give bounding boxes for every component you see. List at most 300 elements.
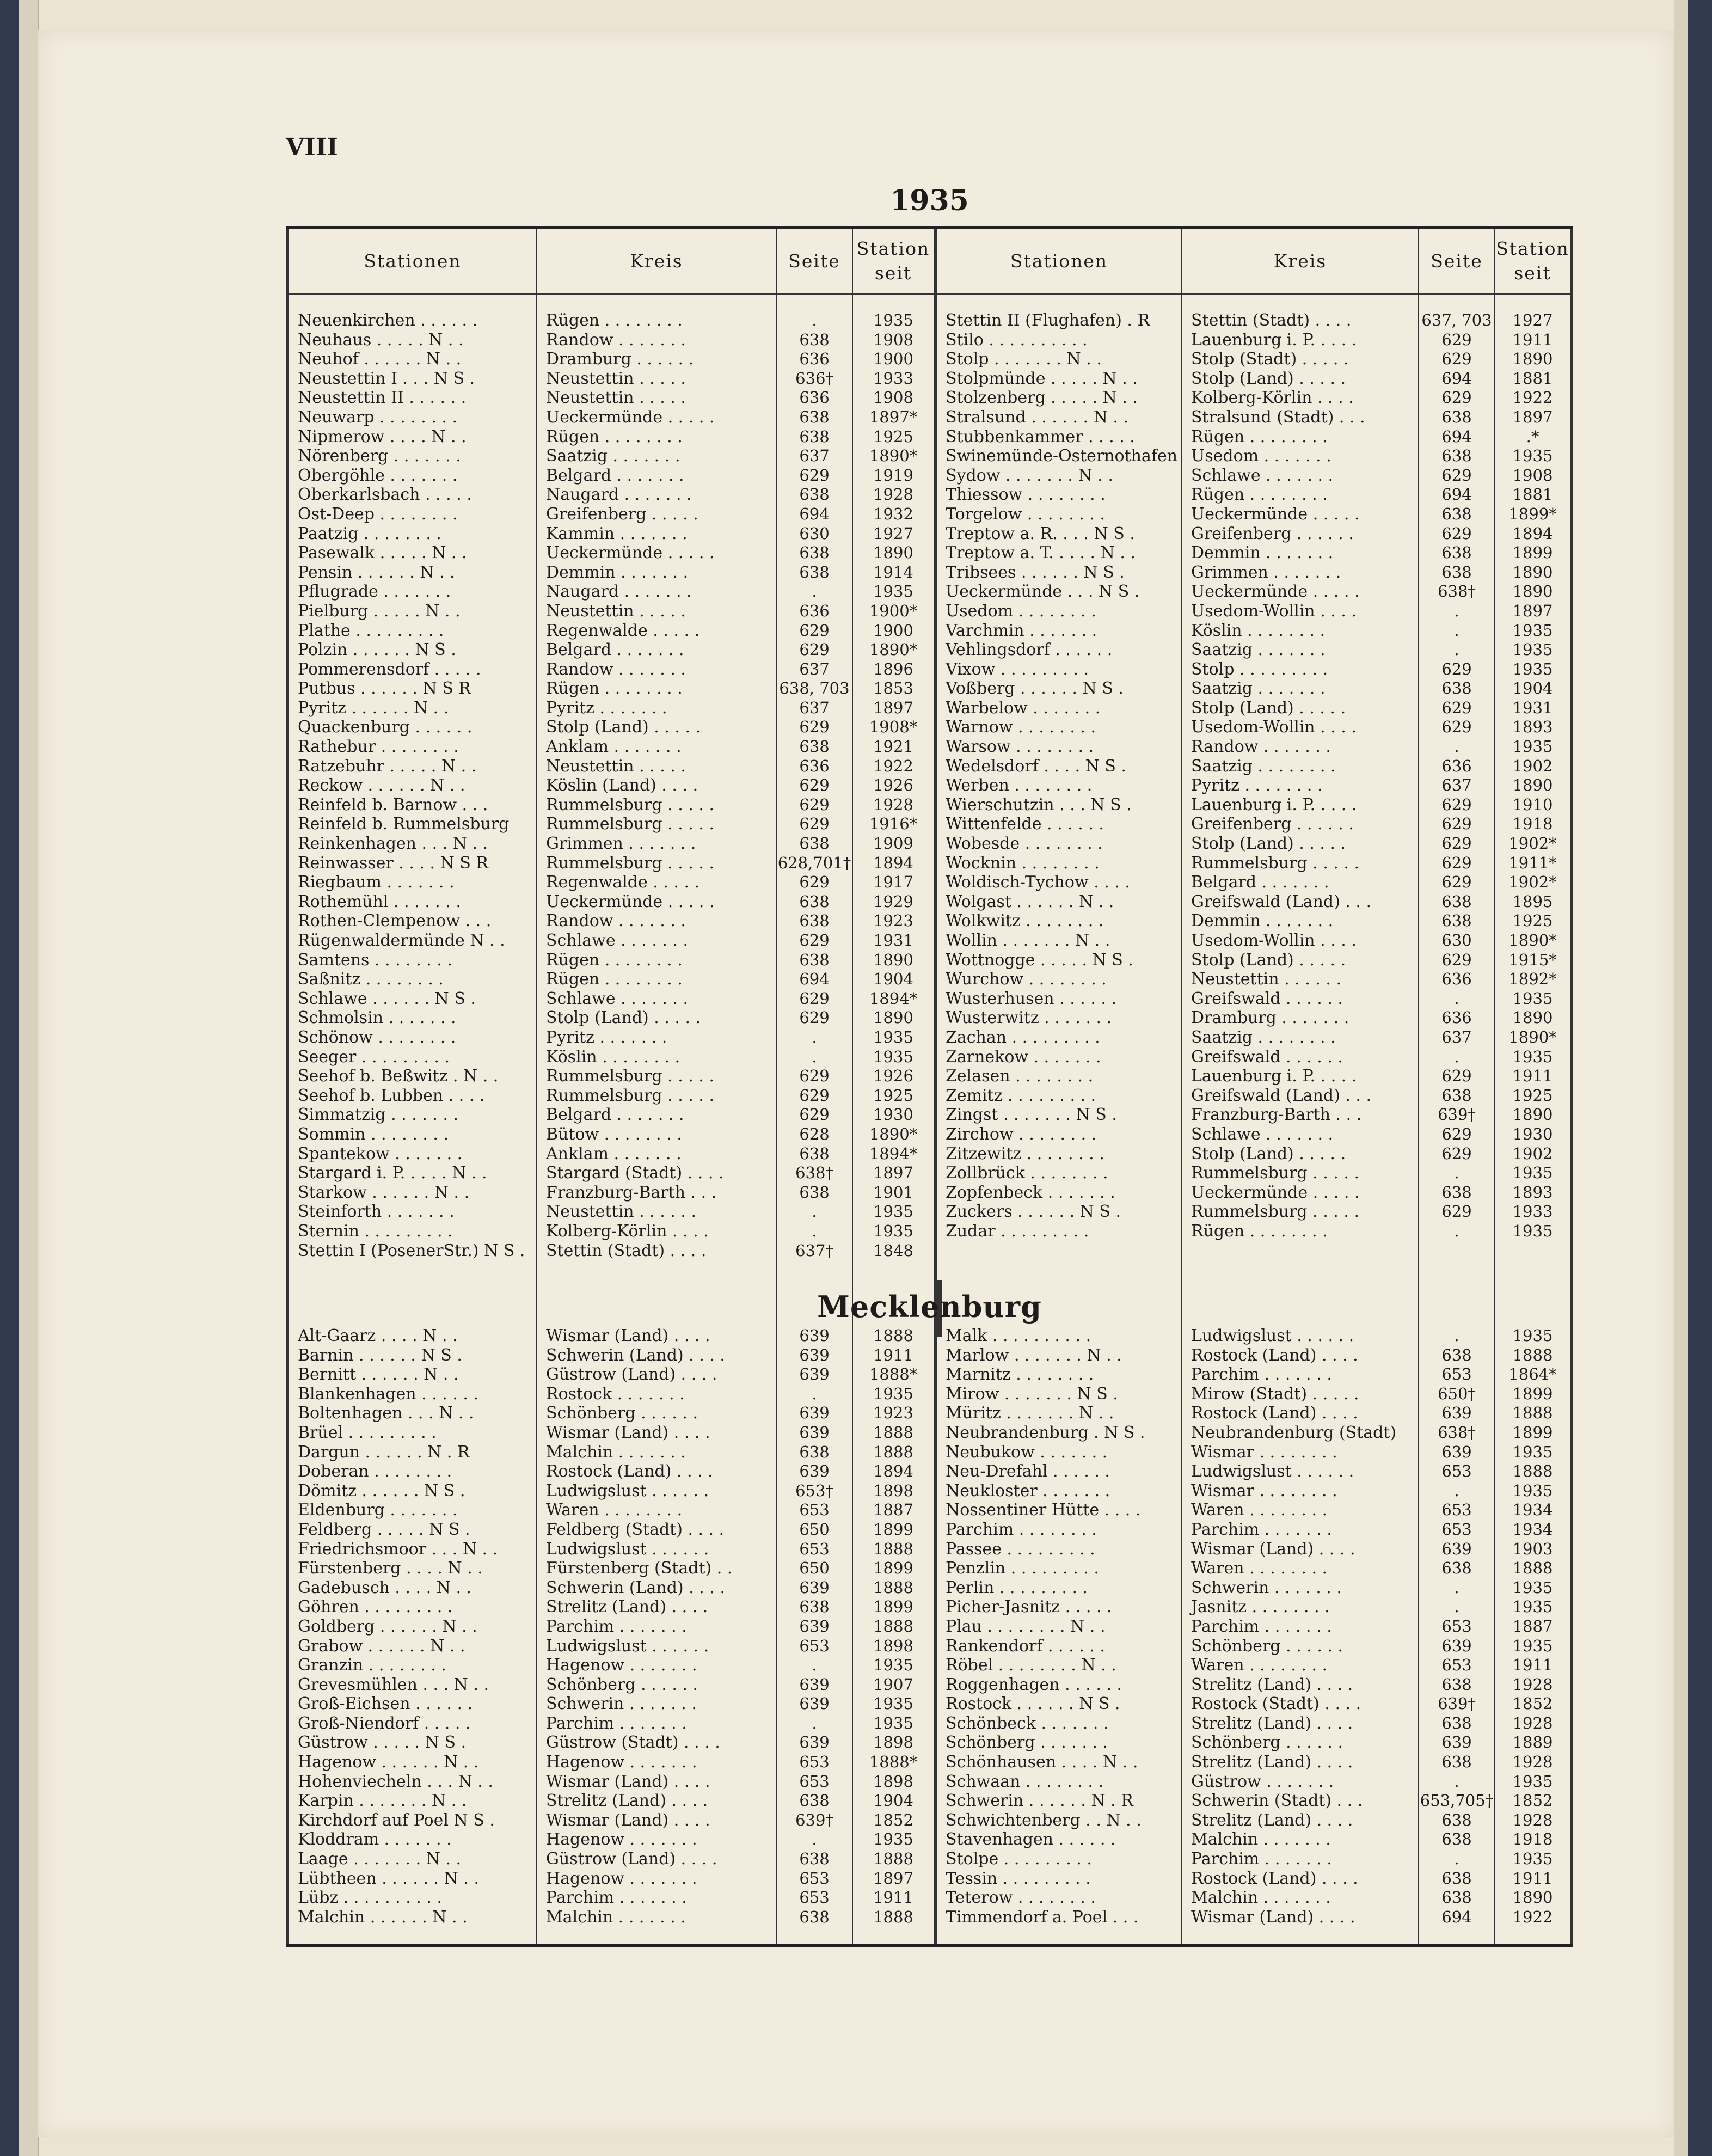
station-name: Tribsees . . . . . . N S . — [946, 562, 1125, 582]
station-seit-value: 1898 — [873, 1636, 913, 1655]
kreis-name: Rügen . . . . . . . . — [1191, 1221, 1328, 1241]
station-name: Stolp . . . . . . . N . . — [946, 350, 1102, 369]
seite-value: . — [812, 1202, 817, 1221]
station-seit-value: 1890* — [1508, 1027, 1557, 1046]
station-name: Samtens . . . . . . . . — [298, 950, 452, 970]
seite-value: 638† — [1438, 1423, 1476, 1442]
seite-value: . — [1454, 1481, 1459, 1500]
kreis-name: Rummelsburg . . . . . — [546, 1067, 714, 1086]
kreis-name: Rummelsburg . . . . . — [546, 853, 714, 873]
seite-value: . — [1454, 621, 1459, 640]
station-seit-value: 1888 — [1512, 1559, 1553, 1578]
header-stationen-right: Stationen — [1010, 250, 1108, 272]
kreis-name: Jasnitz . . . . . . . . — [1191, 1597, 1330, 1617]
kreis-name: Saatzig . . . . . . . — [546, 446, 680, 466]
station-seit-value: 1902 — [1512, 756, 1553, 775]
seite-value: 650† — [1438, 1384, 1476, 1403]
column-station-seit-value-right — [1495, 1326, 1570, 1927]
station-seit-value: 1935 — [873, 1221, 913, 1240]
kreis-name: Wismar (Land) . . . . — [546, 1423, 710, 1442]
station-seit-value: 1908 — [873, 388, 913, 407]
seite-value: 638, 703 — [779, 679, 850, 698]
seite-value: 639 — [1441, 1539, 1472, 1558]
station-name: Vehlingsdorf . . . . . . — [946, 640, 1113, 660]
station-seit-value: 1922 — [1512, 388, 1553, 407]
column-station-seit-value-left — [853, 311, 934, 1260]
station-name: Stubbenkammer . . . . . — [946, 427, 1135, 446]
seite-value: . — [812, 1384, 817, 1403]
station-name: Thiessow . . . . . . . . — [946, 485, 1106, 505]
kreis-name: Ueckermünde . . . . . — [1191, 504, 1360, 524]
station-name: Sternin . . . . . . . . . — [298, 1221, 453, 1241]
seite-value: 638 — [799, 1849, 830, 1869]
station-name: Sommin . . . . . . . . — [298, 1124, 449, 1144]
kreis-name: Strelitz (Land) . . . . — [1191, 1810, 1353, 1830]
seite-value: 638 — [1441, 1345, 1472, 1364]
station-name: Rothemühl . . . . . . . — [298, 892, 461, 911]
station-name: Neuhaus . . . . . N . . — [298, 330, 464, 350]
station-name: Stettin I (PosenerStr.) N S . — [298, 1241, 525, 1260]
station-name: Rügenwaldermünde N . . — [298, 931, 505, 950]
kreis-name: Rummelsburg . . . . . — [546, 1086, 714, 1105]
station-seit-value: 1852 — [1512, 1694, 1553, 1713]
seite-value: 638 — [1441, 1830, 1472, 1849]
station-name: Steinforth . . . . . . . — [298, 1202, 455, 1222]
seite-value: 639 — [799, 1345, 830, 1364]
station-name: Varchmin . . . . . . . — [946, 621, 1097, 640]
station-name: Passee . . . . . . . . . — [946, 1539, 1095, 1559]
kreis-name: Schwerin (Land) . . . . — [546, 1578, 725, 1597]
station-seit-value: 1907 — [873, 1675, 913, 1694]
station-name: Pyritz . . . . . . N . . — [298, 698, 449, 718]
seite-value: 639† — [795, 1810, 833, 1829]
station-name: Sydow . . . . . . . N . . — [946, 465, 1113, 485]
station-seit-value: 1911 — [1512, 1067, 1553, 1086]
station-seit-value: 1890 — [1512, 562, 1553, 581]
station-seit-value: 1903 — [1512, 1539, 1553, 1558]
kreis-name: Franzburg-Barth . . . — [546, 1183, 717, 1202]
station-seit-value: 1893 — [1512, 718, 1553, 737]
seite-value: 638 — [799, 1907, 830, 1926]
kreis-name: Usedom-Wollin . . . . — [1191, 931, 1357, 950]
seite-value: 629 — [1441, 388, 1472, 407]
seite-value: 629 — [799, 931, 830, 950]
station-name: Schönbeck . . . . . . . — [946, 1713, 1109, 1733]
station-seit-value: 1899 — [873, 1597, 913, 1616]
station-seit-value: 1935 — [873, 1713, 913, 1732]
kreis-name: Rostock (Land) . . . . — [546, 1462, 713, 1481]
station-name: Polzin . . . . . . N S . — [298, 640, 456, 660]
seite-value: 636 — [1441, 1008, 1472, 1027]
kreis-name: Strelitz (Land) . . . . — [1191, 1675, 1353, 1694]
seite-value: 629 — [1441, 853, 1472, 872]
station-name: Schmolsin . . . . . . . — [298, 1008, 456, 1028]
station-name: Zirchow . . . . . . . . — [946, 1124, 1097, 1144]
station-name: Wedelsdorf . . . . N S . — [946, 756, 1127, 776]
station-name: Wolkwitz . . . . . . . . — [946, 911, 1104, 931]
seite-value: 638 — [799, 1442, 830, 1461]
seite-value: 638 — [1441, 1713, 1472, 1732]
kreis-name: Neubrandenburg (Stadt) — [1191, 1423, 1397, 1442]
station-seit-value: 1935 — [1512, 446, 1553, 465]
seite-value: . — [1454, 1047, 1459, 1066]
station-seit-value: 1853 — [873, 679, 913, 698]
station-name: Ueckermünde . . . N S . — [946, 582, 1140, 602]
seite-value: 638 — [799, 407, 830, 426]
station-name: Neustettin I . . . N S . — [298, 369, 475, 388]
kreis-name: Stolp (Land) . . . . . — [1191, 834, 1346, 854]
station-seit-value: 1922 — [1512, 1907, 1553, 1926]
kreis-name: Stolp (Land) . . . . . — [546, 718, 701, 737]
kreis-name: Naugard . . . . . . . — [546, 582, 692, 602]
seite-value: 636 — [799, 756, 830, 775]
station-name: Lübz . . . . . . . . . . — [298, 1888, 442, 1908]
kreis-name: Ueckermünde . . . . . — [546, 892, 715, 911]
station-name: Zingst . . . . . . . N S . — [946, 1105, 1117, 1125]
kreis-name: Dramburg . . . . . . — [546, 350, 694, 369]
seite-value: . — [1454, 640, 1459, 659]
station-name: Schwaan . . . . . . . . — [946, 1772, 1104, 1791]
station-name: Goldberg . . . . . . N . . — [298, 1616, 477, 1636]
station-name: Groß-Eichsen . . . . . . — [298, 1694, 473, 1714]
seite-value: 629 — [1441, 950, 1472, 969]
seite-value: 639† — [1438, 1694, 1476, 1713]
seite-value: 629 — [799, 718, 830, 737]
seite-value: 630 — [1441, 931, 1472, 950]
station-name: Karpin . . . . . . . N . . — [298, 1791, 467, 1811]
station-name: Timmendorf a. Poel . . . — [946, 1907, 1139, 1927]
station-name: Parchim . . . . . . . . — [946, 1520, 1097, 1539]
column-seite-value-left — [777, 311, 852, 1260]
station-seit-value: 1935 — [1512, 989, 1553, 1008]
kreis-name: Malchin . . . . . . . — [1191, 1888, 1331, 1908]
station-name: Picher-Jasnitz . . . . . — [946, 1597, 1112, 1617]
kreis-name: Greifswald . . . . . . — [1191, 1047, 1343, 1067]
seite-value: 638 — [1441, 446, 1472, 465]
station-name: Torgelow . . . . . . . . — [946, 504, 1105, 524]
station-name: Nipmerow . . . . N . . — [298, 427, 467, 446]
seite-value: 653 — [799, 1500, 830, 1520]
kreis-name: Saatzig . . . . . . . . — [1191, 1027, 1336, 1047]
station-name: Nörenberg . . . . . . . — [298, 446, 461, 466]
column-station-name-right — [937, 311, 1181, 1241]
seite-value: 639 — [799, 1733, 830, 1752]
station-name: Groß-Niendorf . . . . . — [298, 1713, 471, 1733]
station-name: Werben . . . . . . . . — [946, 776, 1093, 795]
station-seit-value: 1898 — [873, 1733, 913, 1752]
station-name: Wierschutzin . . . N S . — [946, 795, 1132, 814]
kreis-name: Wismar . . . . . . . . — [1191, 1481, 1337, 1500]
seite-value: . — [1454, 601, 1459, 620]
kreis-name: Ludwigslust . . . . . . — [1191, 1326, 1354, 1345]
station-seit-value: 1895 — [1512, 892, 1553, 911]
seite-value: 694 — [1441, 369, 1472, 388]
station-name: Wolgast . . . . . . N . . — [946, 892, 1114, 911]
seite-value: 638 — [799, 562, 830, 581]
seite-value: 629 — [1441, 718, 1472, 737]
station-seit-value: 1888 — [873, 1442, 913, 1461]
seite-value: . — [812, 1221, 817, 1240]
seite-value: 637 — [799, 659, 830, 678]
seite-value: 629 — [1441, 1144, 1472, 1163]
station-name: Reinfeld b. Barnow . . . — [298, 795, 488, 814]
seite-value: 630 — [799, 524, 830, 543]
station-seit-value: 1899 — [873, 1520, 913, 1539]
kreis-name: Parchim . . . . . . . — [546, 1888, 687, 1908]
station-seit-value: 1925 — [873, 427, 913, 446]
station-name: Eldenburg . . . . . . . — [298, 1500, 458, 1520]
station-seit-value: 1897 — [873, 698, 913, 717]
kreis-name: Randow . . . . . . . — [546, 659, 686, 679]
kreis-name: Güstrow (Land) . . . . — [546, 1849, 717, 1869]
seite-value: 629 — [1441, 1202, 1472, 1221]
kreis-name: Greifswald (Land) . . . — [1191, 892, 1372, 911]
kreis-name: Schwerin . . . . . . . — [546, 1694, 697, 1714]
station-seit-value: 1899* — [1508, 504, 1557, 523]
seite-value: 629 — [799, 1067, 830, 1086]
seite-value: 639 — [799, 1694, 830, 1713]
station-name: Neubrandenburg . N S . — [946, 1423, 1145, 1442]
station-name: Neu-Drefahl . . . . . . — [946, 1462, 1110, 1481]
station-seit-value: 1935 — [1512, 640, 1553, 659]
header-station-label: Station — [856, 238, 930, 260]
kreis-name: Rügen . . . . . . . . — [546, 950, 683, 970]
seite-value: 629 — [1441, 659, 1472, 678]
station-seit-value: 1900 — [873, 350, 913, 369]
station-name: Brüel . . . . . . . . . — [298, 1423, 437, 1442]
station-name: Zemitz . . . . . . . . . — [946, 1086, 1096, 1105]
seite-value: 653 — [799, 1888, 830, 1907]
station-seit-value: 1888 — [1512, 1462, 1553, 1481]
station-seit-value: 1852 — [1512, 1791, 1553, 1810]
station-seit-value: 1935 — [1512, 1221, 1553, 1240]
seite-value: 653 — [1441, 1656, 1472, 1675]
seite-value: 694 — [1441, 427, 1472, 446]
station-name: Starkow . . . . . . N . . — [298, 1183, 470, 1202]
kreis-name: Neustettin . . . . . . — [1191, 970, 1341, 989]
station-name: Oberkarlsbach . . . . . — [298, 485, 472, 505]
kreis-name: Rostock (Land) . . . . — [1191, 1869, 1358, 1888]
seite-value: 628 — [799, 1124, 830, 1143]
kreis-name: Saatzig . . . . . . . — [1191, 640, 1326, 660]
kreis-name: Grimmen . . . . . . . — [546, 834, 696, 854]
station-seit-value: 1890 — [1512, 350, 1553, 369]
kreis-name: Saatzig . . . . . . . . — [1191, 756, 1336, 776]
seite-value: 653 — [1441, 1365, 1472, 1384]
station-name: Treptow a. T. . . . . N . . — [946, 543, 1136, 563]
seite-value: 629 — [1441, 814, 1472, 834]
seite-value: 639 — [799, 1365, 830, 1384]
kreis-name: Parchim . . . . . . . — [1191, 1849, 1332, 1869]
station-seit-value: 1921 — [873, 737, 913, 756]
seite-value: 639 — [799, 1423, 830, 1442]
seite-value: 638 — [1441, 1869, 1472, 1888]
station-seit-value: 1897* — [869, 407, 918, 426]
seite-value: . — [1454, 1772, 1459, 1791]
seite-value: 638 — [799, 1144, 830, 1163]
seite-value: 639 — [799, 1675, 830, 1694]
station-name: Marlow . . . . . . . N . . — [946, 1345, 1122, 1365]
station-name: Neuwarp . . . . . . . . — [298, 407, 458, 427]
kreis-name: Stolp . . . . . . . . . — [1191, 659, 1328, 679]
station-name: Reinwasser . . . . N S R — [298, 853, 488, 873]
kreis-name: Wismar (Land) . . . . — [546, 1772, 710, 1791]
seite-value: 629 — [799, 1086, 830, 1105]
column-station-name-left — [289, 1326, 536, 1927]
seite-value: 629 — [799, 873, 830, 892]
station-seit-value: 1888 — [1512, 1345, 1553, 1364]
seite-value: . — [812, 311, 817, 329]
station-name: Güstrow . . . . . N S . — [298, 1733, 467, 1753]
station-name: Putbus . . . . . . N S R — [298, 679, 471, 699]
station-seit-value: 1890 — [1512, 1888, 1553, 1907]
kreis-name: Malchin . . . . . . . — [1191, 1830, 1331, 1849]
header-kreis-right: Kreis — [1273, 250, 1327, 272]
kreis-name: Belgard . . . . . . . — [546, 640, 684, 660]
station-seit-value: 1890 — [873, 543, 913, 562]
seite-value: 638 — [1441, 892, 1472, 911]
station-name: Paatzig . . . . . . . . — [298, 524, 441, 543]
kreis-name: Demmin . . . . . . . — [1191, 543, 1334, 563]
seite-value: 638 — [799, 485, 830, 504]
seite-value: 629 — [1441, 465, 1472, 485]
kreis-name: Schönberg . . . . . . — [546, 1675, 698, 1694]
kreis-name: Fürstenberg (Stadt) . . — [546, 1559, 733, 1578]
kreis-name: Neustettin . . . . . . — [546, 1202, 696, 1222]
kreis-name: Rummelsburg . . . . . — [546, 795, 714, 814]
seite-value: 694 — [1441, 485, 1472, 504]
column-station-seit-value-left — [853, 1326, 934, 1927]
seite-value: 638† — [795, 1163, 833, 1183]
station-name: Barnin . . . . . . N S . — [298, 1345, 462, 1365]
station-seit-value: 1935 — [873, 1047, 913, 1066]
station-seit-value: 1922 — [873, 756, 913, 775]
kreis-name: Parchim . . . . . . . — [546, 1616, 687, 1636]
kreis-name: Regenwalde . . . . . — [546, 873, 700, 892]
seite-value: 636 — [799, 601, 830, 620]
seite-value: 694 — [799, 504, 830, 523]
station-seit-value: 1888 — [873, 1423, 913, 1442]
kreis-name: Stargard (Stadt) . . . . — [546, 1163, 724, 1183]
station-name: Nossentiner Hütte . . . . — [946, 1500, 1141, 1520]
station-seit-value: 1928 — [1512, 1713, 1553, 1732]
seite-value: 638 — [1441, 911, 1472, 930]
seite-value: . — [1454, 1326, 1459, 1345]
column-kreis-name-right — [1182, 311, 1418, 1241]
kreis-name: Wismar (Land) . . . . — [1191, 1907, 1355, 1927]
station-seit-value: 1897 — [1512, 601, 1553, 620]
station-name: Zudar . . . . . . . . . — [946, 1221, 1089, 1241]
kreis-name: Lauenburg i. P. . . . . — [1191, 330, 1357, 350]
station-name: Reinfeld b. Rummelsburg — [298, 814, 510, 834]
seite-value: 639 — [799, 1462, 830, 1481]
kreis-name: Strelitz (Land) . . . . — [1191, 1753, 1353, 1772]
station-name: Plathe . . . . . . . . . — [298, 621, 444, 640]
kreis-name: Parchim . . . . . . . — [1191, 1365, 1332, 1385]
station-seit-value: 1930 — [873, 1105, 913, 1124]
seite-value: 629 — [1441, 350, 1472, 369]
kreis-name: Schlawe . . . . . . . — [546, 931, 689, 950]
station-name: Neustettin II . . . . . . — [298, 388, 467, 408]
kreis-name: Güstrow (Stadt) . . . . — [546, 1733, 720, 1753]
station-seit-value: 1897 — [873, 1869, 913, 1888]
kreis-name: Usedom-Wollin . . . . — [1191, 601, 1357, 621]
station-name: Schlawe . . . . . . N S . — [298, 989, 476, 1008]
station-seit-value: 1899 — [1512, 543, 1553, 562]
kreis-name: Belgard . . . . . . . — [546, 465, 684, 485]
kreis-name: Feldberg (Stadt) . . . . — [546, 1520, 725, 1539]
kreis-name: Rummelsburg . . . . . — [1191, 1202, 1359, 1222]
table-border-right — [1570, 229, 1573, 1944]
station-seit-value: .* — [1526, 427, 1539, 446]
kreis-name: Stettin (Stadt) . . . . — [546, 1241, 707, 1260]
station-seit-value: 1918 — [1512, 1830, 1553, 1849]
kreis-name: Ueckermünde . . . . . — [1191, 582, 1360, 602]
station-name: Friedrichsmoor . . . N . . — [298, 1539, 498, 1559]
seite-value: 629 — [1441, 834, 1472, 853]
station-name: Pielburg . . . . . N . . — [298, 601, 461, 621]
station-seit-value: 1890 — [1512, 776, 1553, 795]
kreis-name: Ueckermünde . . . . . — [1191, 1183, 1360, 1202]
kreis-name: Rostock (Land) . . . . — [1191, 1345, 1358, 1365]
station-name: Usedom . . . . . . . . — [946, 601, 1096, 621]
kreis-name: Regenwalde . . . . . — [546, 621, 700, 640]
station-name: Rothen-Clempenow . . . — [298, 911, 492, 931]
station-name: Teterow . . . . . . . . — [946, 1888, 1096, 1908]
station-seit-value: 1935 — [1512, 659, 1553, 678]
kreis-name: Schönberg . . . . . . — [1191, 1733, 1343, 1753]
station-name: Schönhausen . . . . N . . — [946, 1753, 1138, 1772]
seite-value: . — [1454, 1221, 1459, 1240]
seite-value: 653 — [799, 1772, 830, 1791]
station-seit-value: 1911* — [1508, 853, 1557, 872]
station-name: Stilo . . . . . . . . . . — [946, 330, 1088, 350]
header-seite-right: Seite — [1431, 250, 1483, 272]
station-name: Penzlin . . . . . . . . . — [946, 1559, 1099, 1578]
station-seit-value: 1892* — [1508, 970, 1557, 989]
seite-value: 629 — [1441, 698, 1472, 717]
kreis-name: Pyritz . . . . . . . . — [1191, 776, 1323, 795]
seite-value: 629 — [1441, 330, 1472, 349]
station-seit-value: 1919 — [873, 465, 913, 485]
station-seit-value: 1894 — [1512, 524, 1553, 543]
station-seit-value: 1923 — [873, 1404, 913, 1423]
station-seit-value: 1888 — [873, 1616, 913, 1636]
station-seit-value: 1890* — [869, 640, 918, 659]
station-seit-value: 1934 — [1512, 1520, 1553, 1539]
station-name: Wobesde . . . . . . . . — [946, 834, 1103, 854]
seite-value: 653 — [799, 1539, 830, 1558]
seite-value: 639 — [799, 1404, 830, 1423]
seite-value: . — [1454, 737, 1459, 756]
kreis-name: Hagenow . . . . . . . — [546, 1753, 697, 1772]
kreis-name: Pyritz . . . . . . . — [546, 1027, 667, 1047]
station-seit-value: 1899 — [1512, 1423, 1553, 1442]
seite-value: 629 — [1441, 524, 1472, 543]
station-seit-value: 1914 — [873, 562, 913, 581]
seite-value: 629 — [1441, 873, 1472, 892]
station-seit-value: 1935 — [1512, 1636, 1553, 1655]
station-seit-value: 1898 — [873, 1772, 913, 1791]
kreis-name: Neustettin . . . . . — [546, 388, 686, 408]
station-name: Zachan . . . . . . . . . — [946, 1027, 1100, 1047]
column-station-name-right — [937, 1326, 1181, 1927]
kreis-name: Schönberg . . . . . . — [1191, 1636, 1343, 1656]
kreis-name: Stolp (Land) . . . . . — [1191, 1144, 1346, 1163]
kreis-name: Dramburg . . . . . . . — [1191, 1008, 1349, 1028]
station-seit-value: 1909 — [873, 834, 913, 853]
station-seit-value: 1925 — [873, 1086, 913, 1105]
